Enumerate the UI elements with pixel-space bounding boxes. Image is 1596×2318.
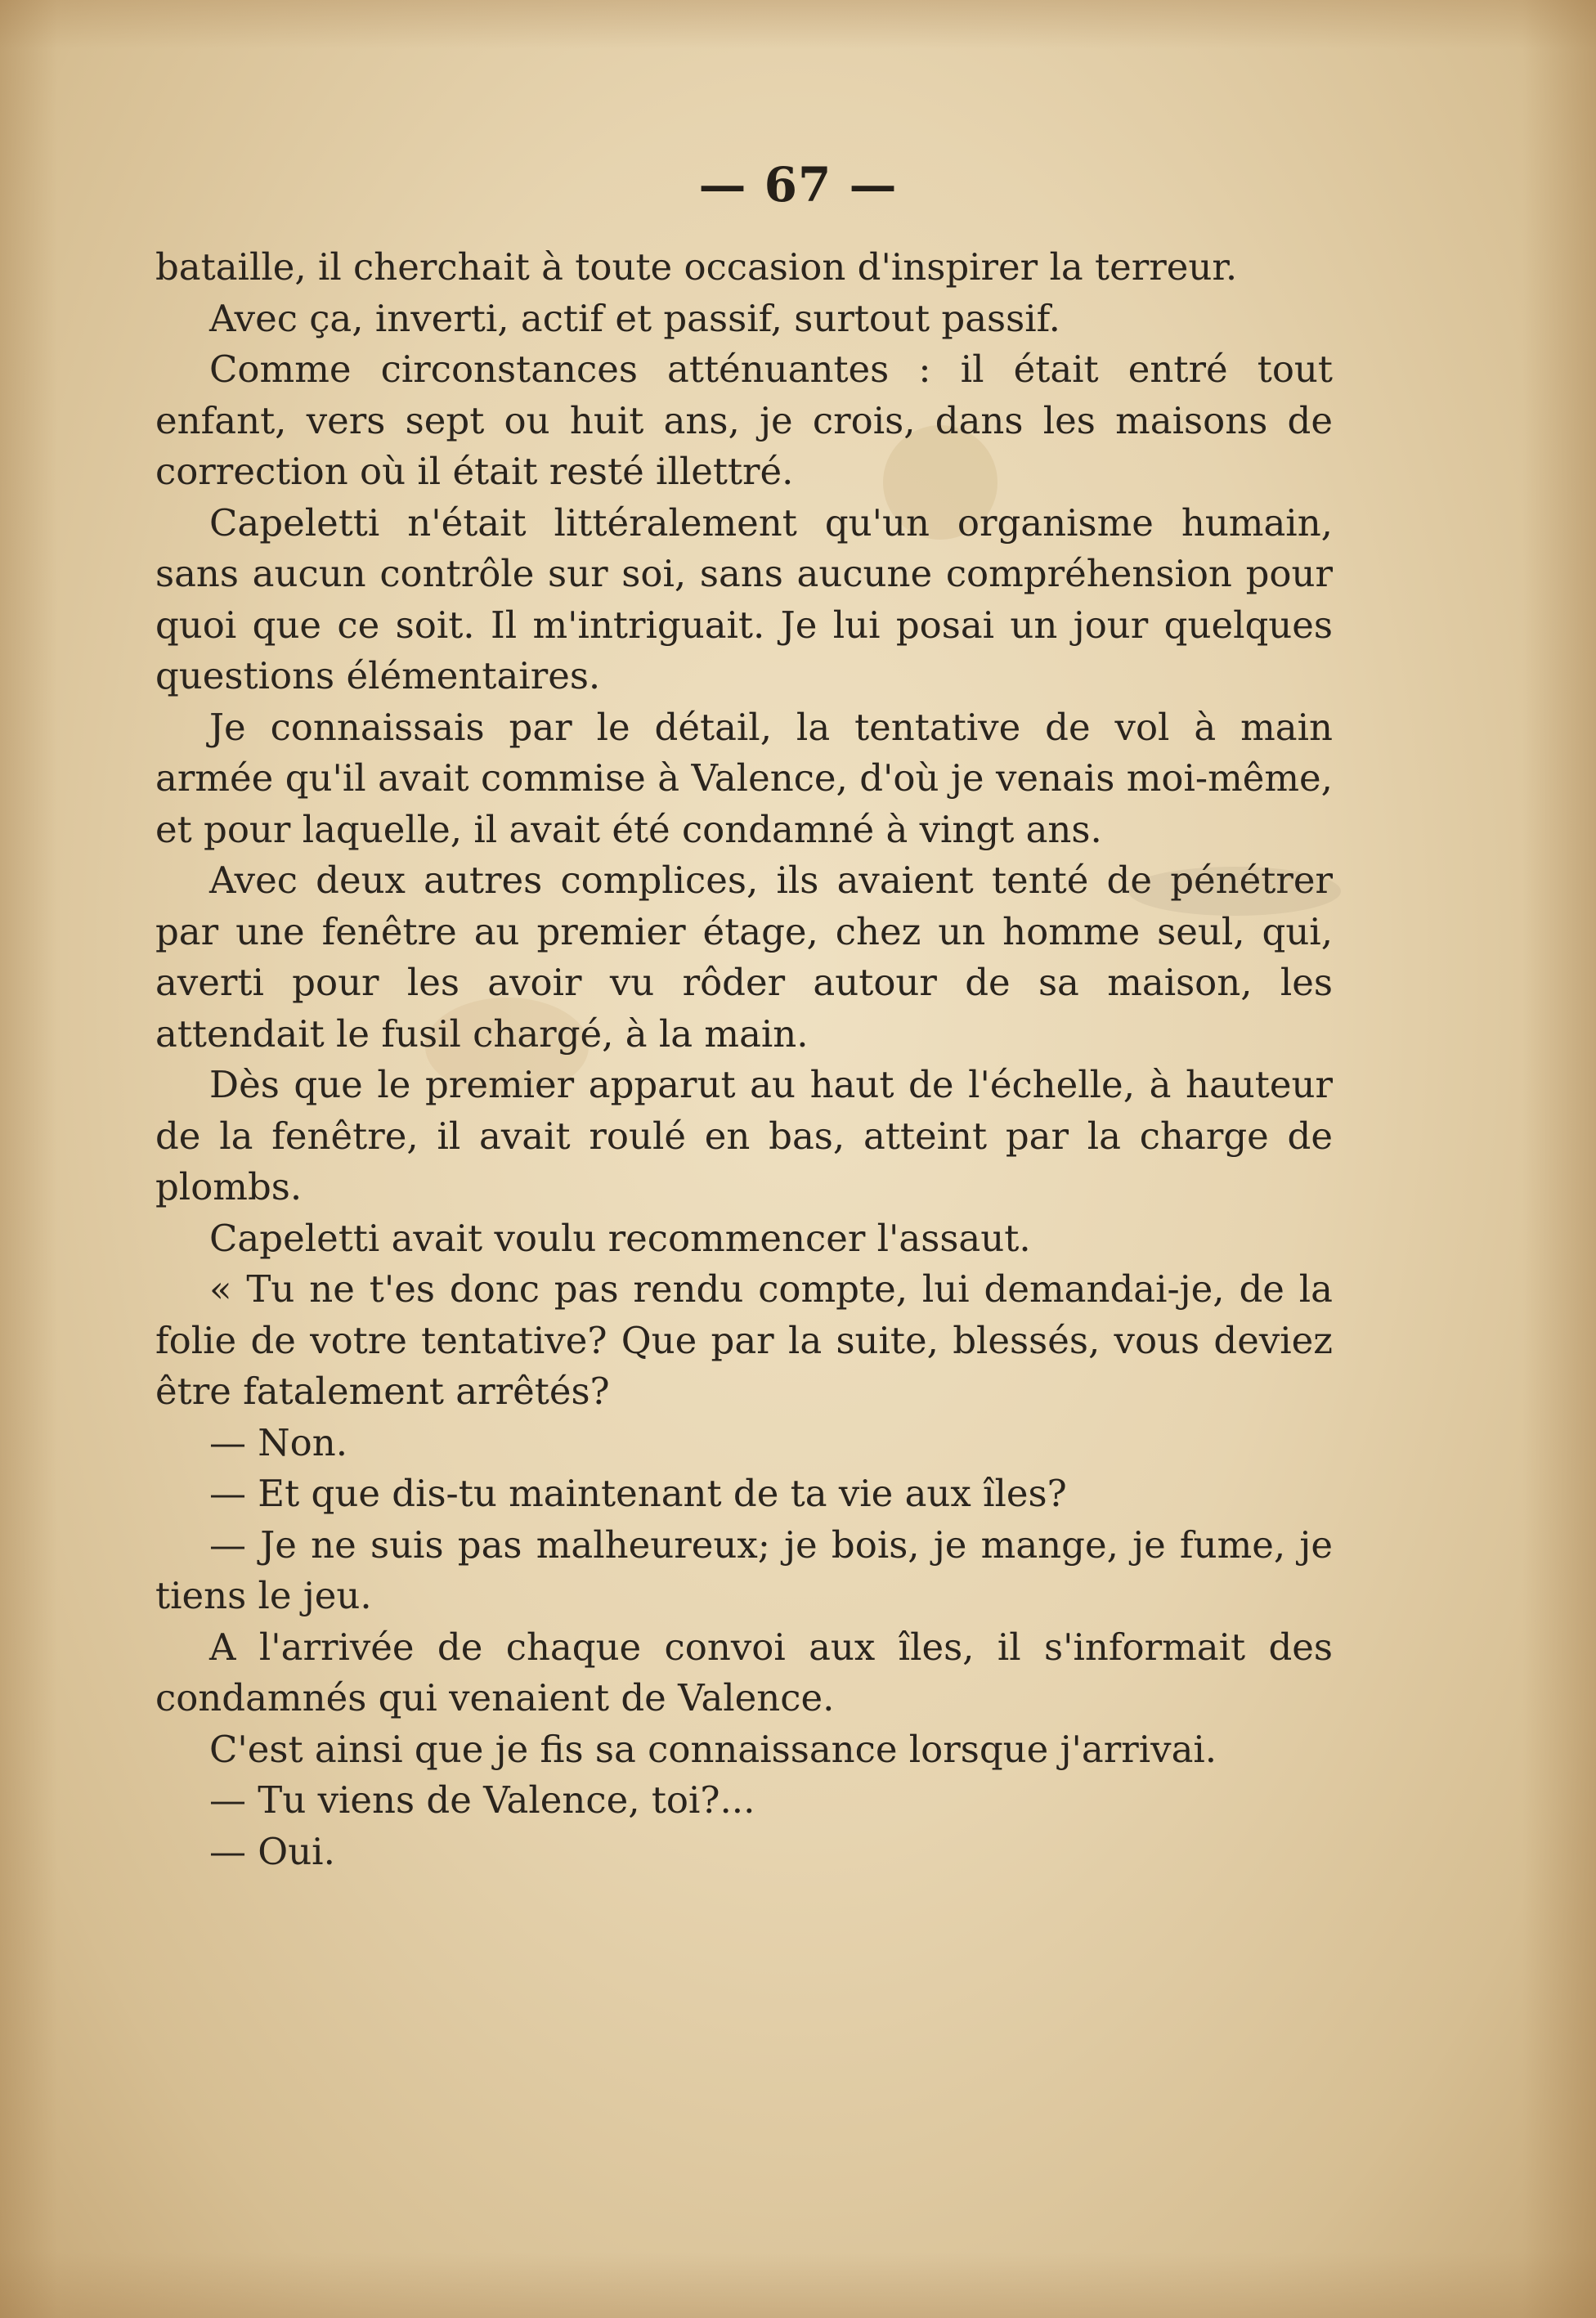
paragraph: Capeletti avait voulu recommencer l'assaut. bbox=[209, 1216, 1031, 1260]
page-edge-bottom bbox=[0, 2253, 1596, 2318]
page-edge-top bbox=[0, 0, 1596, 49]
dialogue-line: — Tu viens de Valence, toi?... bbox=[209, 1778, 755, 1822]
paragraph: bataille, il cherchait à toute occasion d'inspirer la terreur. bbox=[155, 245, 1238, 289]
dialogue-line: — Oui. bbox=[209, 1829, 335, 1873]
paragraph: C'est ainsi que je fis sa connaissance lorsque j'arrivai. bbox=[209, 1727, 1217, 1771]
dialogue-line: — Et que dis-tu maintenant de ta vie aux îles? bbox=[209, 1472, 1067, 1515]
page-edge-right bbox=[1522, 0, 1596, 2318]
paragraph: Avec ça, inverti, actif et passif, surtout passif. bbox=[209, 296, 1060, 340]
paragraph: A l'arrivée de chaque convoi aux îles, il s'informait des condamnés qui venaient de Valence. bbox=[155, 1625, 1333, 1719]
page-edge-left bbox=[0, 0, 57, 2318]
paragraph: Capeletti n'était littéralement qu'un organisme humain, sans aucun contrôle sur soi, sans aucune compréhension pour quoi que ce soit. Il m'intriguait. Je lui posai un jour quelques questions élémentaires. bbox=[155, 500, 1333, 697]
paragraph: « Tu ne t'es donc pas rendu compte, lui demandai-je, de la folie de votre tentative? Que par la suite, blessés, vous deviez être fatalement arrêtés? bbox=[155, 1267, 1333, 1413]
paragraph: Je connaissais par le détail, la tentative de vol à main armée qu'il avait commise à Valence, d'où je venais moi-même, et pour laquelle, il avait été condamné à vingt ans. bbox=[155, 705, 1333, 851]
dialogue-line: — Je ne suis pas malheureux; je bois, je mange, je fume, je tiens le jeu. bbox=[155, 1522, 1333, 1617]
dialogue-line: — Non. bbox=[209, 1420, 348, 1464]
page-text-body bbox=[155, 242, 1333, 1877]
paragraph: Dès que le premier apparut au haut de l'échelle, à hauteur de la fenêtre, il avait roulé en bas, atteint par la charge de plombs. bbox=[155, 1063, 1333, 1208]
paragraph: Avec deux autres complices, ils avaient tenté de pénétrer par une fenêtre au premier étage, chez un homme seul, qui, averti pour les avoir vu rôder autour de sa maison, les attendait le fusil chargé, à la main. bbox=[155, 859, 1333, 1056]
paragraph: Comme circonstances atténuantes : il était entré tout enfant, vers sept ou huit ans, je crois, dans les maisons de correction où il était resté illettré. bbox=[155, 347, 1333, 493]
page-number: — 67 — bbox=[698, 157, 898, 213]
